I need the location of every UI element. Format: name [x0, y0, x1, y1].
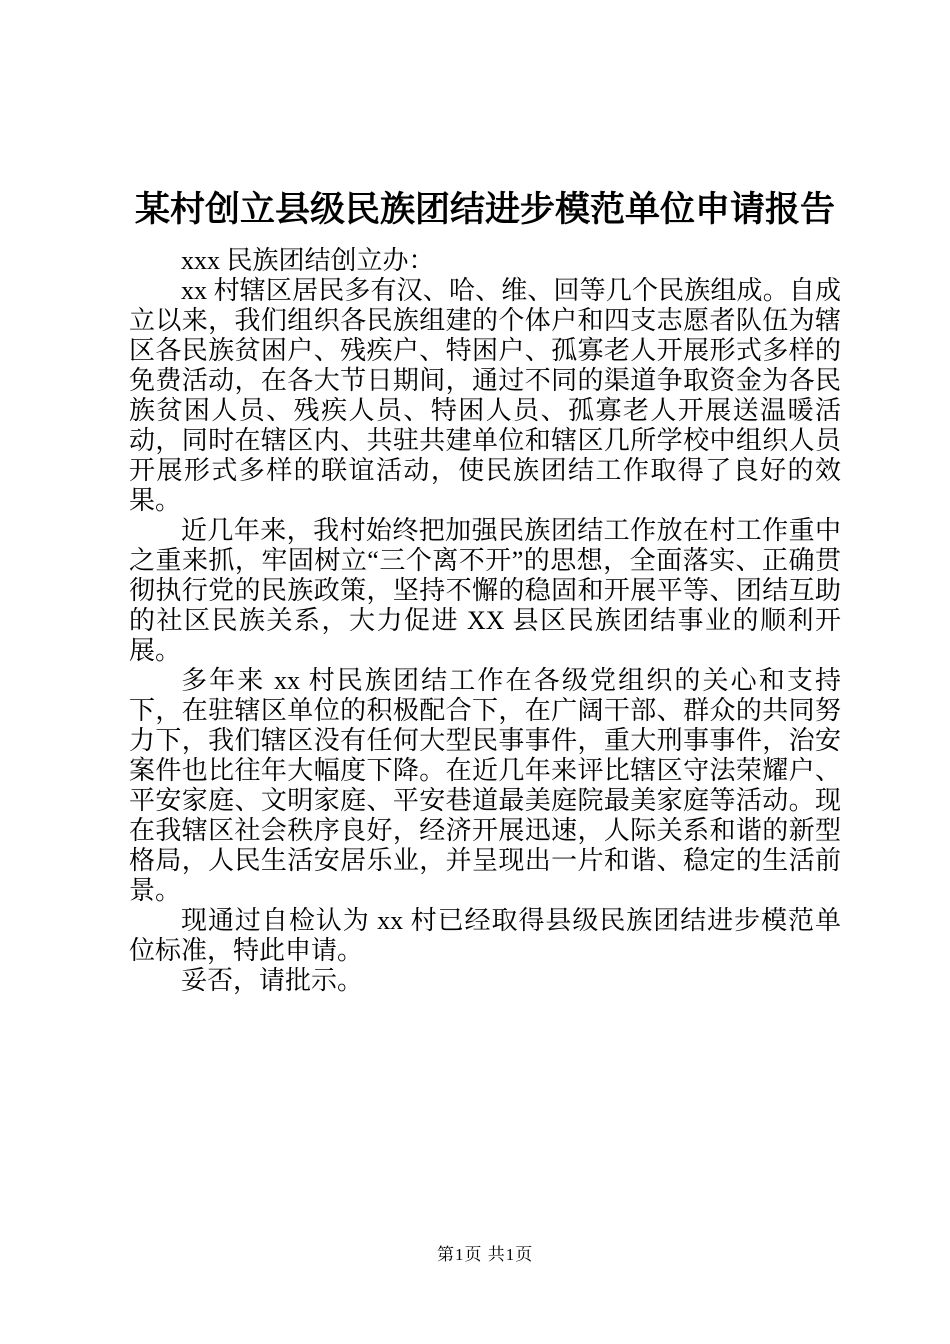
paragraph: 现通过自检认为 xx 村已经取得县级民族团结进步模范单位标准，特此申请。	[129, 906, 841, 965]
paragraph: xx 村辖区居民多有汉、哈、维、回等几个民族组成。自成立以来，我们组织各民族组建的个体户和四支志愿者队伍为辖区各民族贫困户、残疾户、特困户、孤寡老人开展形式多样的免费活动，在各大节日期间，通过不同的渠道争取资金为各民族贫困人员、残疾人员、特困人员、孤寡老人开展送温暖活动，同时在辖区内、共驻共建单位和辖区几所学校中组织人员开展形式多样的联谊活动，使民族团结工作取得了良好的效果。	[129, 276, 841, 515]
page-number-indicator: 第1页 共1页	[437, 1245, 534, 1264]
paragraph: 近几年来，我村始终把加强民族团结工作放在村工作重中之重来抓，牢固树立“三个离不开”的思想，全面落实、正确贯彻执行党的民族政策，坚持不懈的稳固和开展平等、团结互助的社区民族关系，大力促进 XX 县区民族团结事业的顺利开展。	[129, 516, 841, 665]
closing-line: 妥否，请批示。	[181, 966, 364, 995]
document-title: 某村创立县级民族团结进步模范单位申请报告	[134, 190, 835, 229]
salutation: xxx 民族团结创立办：	[181, 246, 435, 275]
paragraph: 多年来 xx 村民族团结工作在各级党组织的关心和支持下，在驻辖区单位的积极配合下，在广阔干部、群众的共同努力下，我们辖区没有任何大型民事事件，重大刑事事件，治安案件也比往年大幅度下降。在近几年来评比辖区守法荣耀户、平安家庭、文明家庭、平安巷道最美庭院最美家庭等活动。现在我辖区社会秩序良好，经济开展迅速，人际关系和谐的新型格局，人民生活安居乐业，并呈现出一片和谐、稳定的生活前景。	[129, 666, 841, 905]
document-content	[129, 186, 841, 996]
